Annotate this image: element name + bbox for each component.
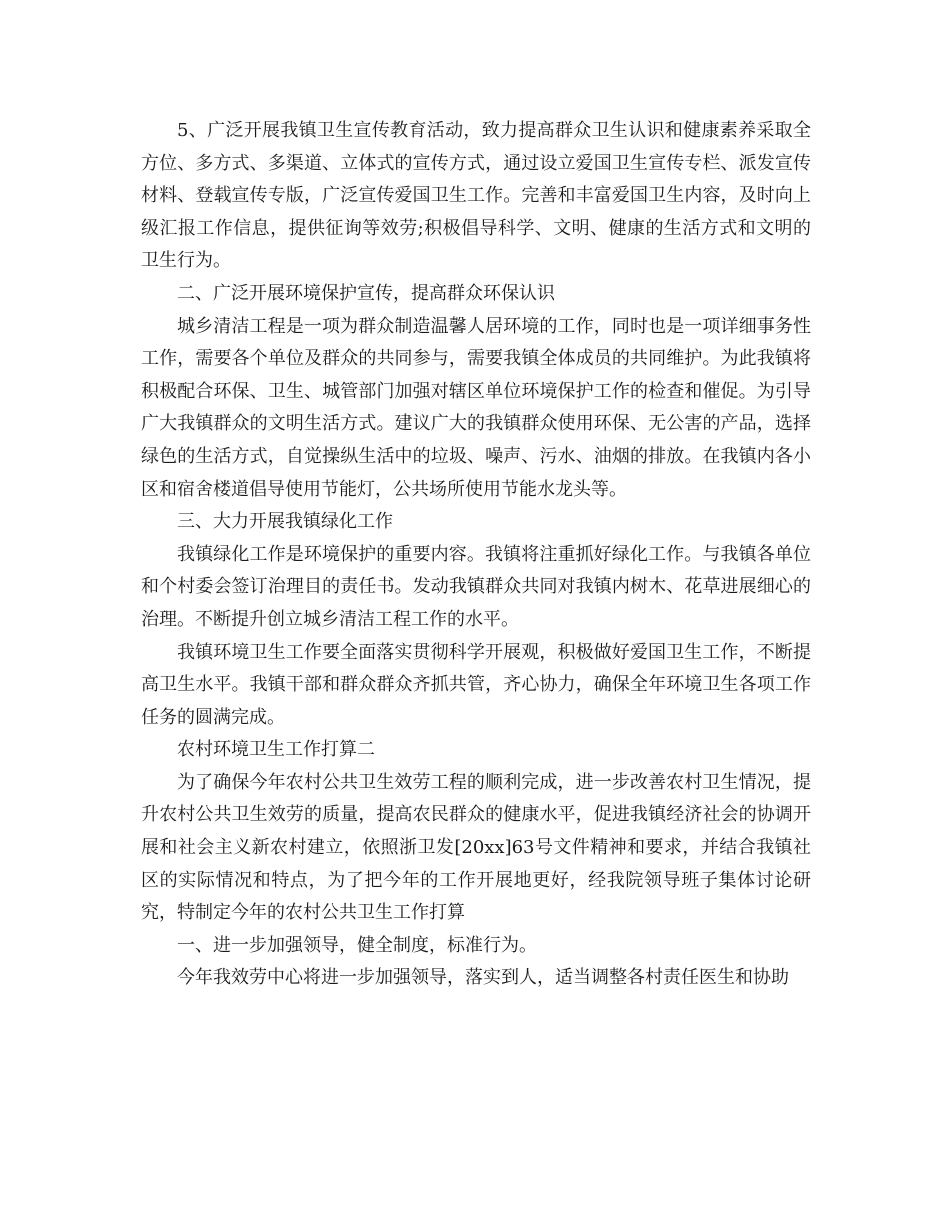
document-body <box>141 115 811 995</box>
plan-two-title: 农村环境卫生工作打算二 <box>177 739 375 761</box>
paragraph-leadership: 今年我效劳中心将进一步加强领导，落实到人，适当调整各村责任医生和协助 <box>177 967 789 989</box>
paragraph-item-5: 5、广泛开展我镇卫生宣传教育活动，致力提高群众卫生认识和健康素养采取全方位、多方式、多渠道、立体式的宣传方式，通过设立爱国卫生宣传专栏、派发宣传材料、登载宣传专版，广泛宣传爱国卫生工作。完善和丰富爱国卫生内容，及时向上级汇报工作信息，提供征询等效劳;积极倡导科学、文明、健康的生活方式和文明的卫生行为。 <box>141 120 811 272</box>
paragraph-plan-intro: 为了确保今年农村公共卫生效劳工程的顺利完成，进一步改善农村卫生情况，提升农村公共卫生效劳的质量，提高农民群众的健康水平，促进我镇经济社会的协调开展和社会主义新农村建立，依照浙卫发[20xx]63号文件精神和要求，并结合我镇社区的实际情况和特点，为了把今年的工作开展地更好，经我院领导班子集体讨论研究，特制定今年的农村公共卫生工作打算 <box>141 771 811 924</box>
paragraph-summary: 我镇环境卫生工作要全面落实贯彻科学开展观，积极做好爱国卫生工作，不断提高卫生水平。我镇干部和群众群众齐抓共管，齐心协力，确保全年环境卫生各项工作任务的圆满完成。 <box>141 641 811 728</box>
section-heading-1: 一、进一步加强领导，健全制度，标准行为。 <box>177 934 537 956</box>
paragraph-greening: 我镇绿化工作是环境保护的重要内容。我镇将注重抓好绿化工作。与我镇各单位和个村委会签订治理目的责任书。发动我镇群众共同对我镇内树木、花草进展细心的治理。不断提升创立城乡清洁工程工作的水平。 <box>141 543 811 630</box>
paragraph-urban-rural-cleaning: 城乡清洁工程是一项为群众制造温馨人居环境的工作，同时也是一项详细事务性工作，需要各个单位及群众的共同参与，需要我镇全体成员的共同维护。为此我镇将积极配合环保、卫生、城管部门加强对辖区单位环境保护工作的检查和催促。为引导广大我镇群众的文明生活方式。建议广大的我镇群众使用环保、无公害的产品，选择绿色的生活方式，自觉操纵生活中的垃圾、噪声、污水、油烟的排放。在我镇内各小区和宿舍楼道倡导使用节能灯，公共场所使用节能水龙头等。 <box>141 315 811 500</box>
section-heading-2: 二、广泛开展环境保护宣传，提高群众环保认识 <box>177 282 555 304</box>
section-heading-3: 三、大力开展我镇绿化工作 <box>177 511 393 533</box>
